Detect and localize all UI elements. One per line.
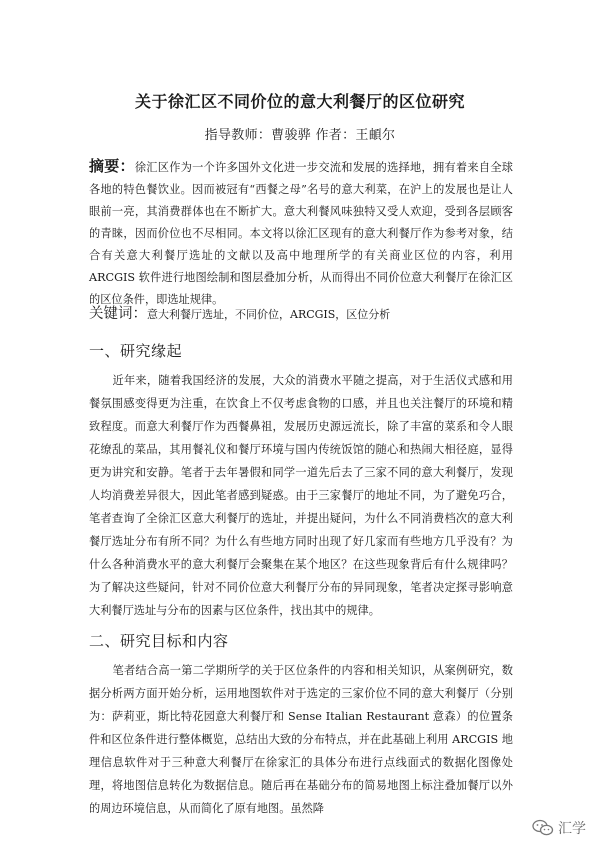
watermark-text: 汇学	[558, 821, 586, 837]
abstract-label: 摘要：	[89, 157, 135, 175]
paper-title: 关于徐汇区不同价位的意大利餐厅的区位研究	[134, 92, 465, 111]
keywords-text: 意大利餐厅选址，不同价位，ARCGIS，区位分析	[147, 308, 391, 321]
section-paragraph: 笔者结合高一第二学期所学的关于区位条件的内容和相关知识，从案例研究，数据分析两方面开始分析，运用地图软件对于选定的三家价位不同的意大利餐厅（分别为：萨莉亚，斯比特花园意大利餐厅和 Sense Italian Restaurant 意森）的位置条件和区位条件进行整体概览，总结出大致的分布特点，并在此基础上利用 ARCGIS 地理信息软件对于三种意大利餐厅在徐家汇的具体分布进行点线面式的数据化图像处理，将地图信息转化为数据信息。随后再在基础分布的简易地图上标注叠加餐厅以外的周边环境信息，从而简化了原有地图。虽然降	[89, 664, 513, 815]
section-heading: 一、研究缘起	[89, 342, 183, 360]
watermark	[532, 818, 586, 838]
abstract-text: 徐汇区作为一个许多国外文化进一步交流和发展的选择地，拥有着来自全球各地的特色餐饮业。因而被冠有“西餐之母”名号的意大利菜，在沪上的发展也是让人眼前一亮，其消费群体也在不断扩大。意大利餐风味独特又受人欢迎，受到各层顾客的青睐，因而价位也不尽相同。本文将以徐汇区现有的意大利餐厅作为参考对象，结合有关意大利餐厅选址的文献以及高中地理所学的有关商业区位的内容，利用 ARCGIS 软件进行地图绘制和图层叠加分析，从而得出不同价位意大利餐厅在徐汇区的区位条件，即选址规律。	[89, 161, 513, 306]
keywords	[89, 303, 513, 326]
keywords-label: 关键词：	[89, 306, 147, 322]
wechat-icon	[532, 819, 554, 837]
section-paragraph: 近年来，随着我国经济的发展，大众的消费水平随之提高，对于生活仪式感和用餐氛围感变得更为注重，在饮食上不仅考虑食物的口感，并且也关注餐厅的环境和精致程度。而意大利餐厅作为西餐鼻祖，发展历史源远流长，除了丰富的菜系和令人眼花缭乱的菜品，其用餐礼仪和餐厅环境与国内传统饭馆的随心和热闹大相径庭，显得更为讲究和安静。笔者于去年暑假和同学一道先后去了三家不同的意大利餐厅，发现人均消费差异很大，因此笔者感到疑惑。由于三家餐厅的地址不同，为了避免巧合，笔者查询了全徐汇区意大利餐厅的选址，并提出疑问，为什么不同消费档次的意大利餐厅选址分布有所不同？为什么有些地方同时出现了好几家而有些地方几乎没有？为什么各种消费水平的意大利餐厅会聚集在某个地区？在这些现象背后有什么规律吗？为了解决这些疑问，针对不同价位意大利餐厅分布的异同现象，笔者决定探寻影响意大利餐厅选址与分布的因素与区位条件，找出其中的规律。	[89, 374, 513, 617]
author-line: 指导教师：曹骏骅 作者：王頔尔	[204, 128, 396, 143]
abstract	[89, 155, 513, 311]
section-heading: 二、研究目标和内容	[89, 632, 229, 650]
